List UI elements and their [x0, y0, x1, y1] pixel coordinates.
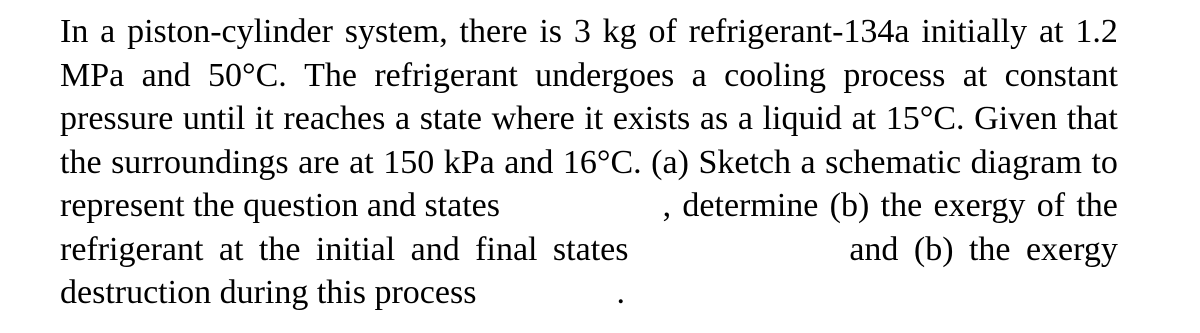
word: undergoes: [535, 56, 675, 94]
word: that: [1066, 100, 1118, 137]
word: refrigerant-134a: [688, 13, 910, 50]
word: refrigerant: [60, 230, 204, 268]
word: (b): [913, 230, 954, 268]
word: determine: [682, 187, 819, 224]
word: initial: [315, 230, 396, 268]
word: constant: [1004, 56, 1118, 94]
word: and: [410, 230, 460, 268]
word: represent the question and states: [60, 187, 500, 224]
word: kPa: [443, 143, 495, 181]
word: 15°C.: [885, 100, 965, 137]
problem-statement: [60, 10, 1118, 315]
word: schematic: [825, 143, 962, 181]
word: of: [648, 13, 677, 50]
word: at: [218, 230, 244, 268]
word: at: [1038, 13, 1064, 50]
word: piston-cylinder: [127, 13, 333, 50]
word: system,: [344, 13, 448, 50]
word: the: [60, 143, 102, 181]
problem-line-6: [60, 228, 1118, 272]
problem-line-3: [60, 97, 1118, 141]
word: cooling: [724, 56, 827, 94]
word: (b): [829, 187, 870, 224]
word: destruction during this process: [60, 274, 477, 311]
word: a: [800, 143, 816, 181]
word: liquid: [762, 100, 842, 137]
word: it: [584, 100, 604, 137]
problem-line-4: [60, 141, 1118, 185]
word: process: [843, 56, 946, 94]
word: where: [491, 100, 575, 137]
word: 1.2: [1075, 13, 1118, 50]
word: refrigerant: [374, 56, 518, 94]
word: 16°C.: [562, 143, 642, 181]
word: state: [419, 100, 482, 137]
word: there: [459, 13, 528, 50]
word: In: [60, 13, 89, 50]
word: states: [552, 230, 629, 268]
word: MPa: [60, 56, 125, 94]
word: until: [182, 100, 246, 137]
word: The: [304, 56, 357, 94]
word: exergy: [933, 187, 1026, 224]
word: initially: [921, 13, 1028, 50]
word: diagram: [970, 143, 1082, 181]
word: exists: [612, 100, 691, 137]
word: reaches: [283, 100, 386, 137]
problem-line-1: [60, 10, 1118, 54]
word: surroundings: [111, 143, 289, 181]
word: a: [100, 13, 116, 50]
word: at: [851, 100, 877, 137]
word: and: [849, 230, 899, 268]
word: at: [349, 143, 374, 181]
word: to: [1091, 143, 1118, 181]
word: a: [394, 100, 411, 137]
word: final: [475, 230, 538, 268]
word: is: [539, 13, 562, 50]
problem-line-2: [60, 54, 1118, 98]
word: pressure: [60, 100, 174, 137]
word: a: [691, 56, 707, 94]
problem-line-5: [60, 184, 1118, 228]
word: .: [616, 274, 625, 311]
word: are: [298, 143, 340, 181]
word: the: [880, 187, 923, 224]
word: Sketch: [698, 143, 791, 181]
word: 150: [383, 143, 435, 181]
word: kg: [602, 13, 637, 50]
word: exergy: [1025, 230, 1118, 268]
word: at: [962, 56, 988, 94]
word: the: [968, 230, 1011, 268]
word: and: [504, 143, 554, 181]
word: 50°C.: [208, 56, 287, 94]
word: as: [699, 100, 729, 137]
word: and: [141, 56, 191, 94]
word: a: [737, 100, 753, 137]
word: it: [254, 100, 274, 137]
word: the: [1076, 187, 1118, 224]
word: the: [258, 230, 301, 268]
word: Given: [974, 100, 1058, 137]
word: of: [1036, 187, 1066, 224]
problem-line-7: [60, 271, 1118, 315]
word: ,: [662, 187, 672, 224]
word: 3: [573, 13, 591, 50]
word: (a): [651, 143, 689, 181]
